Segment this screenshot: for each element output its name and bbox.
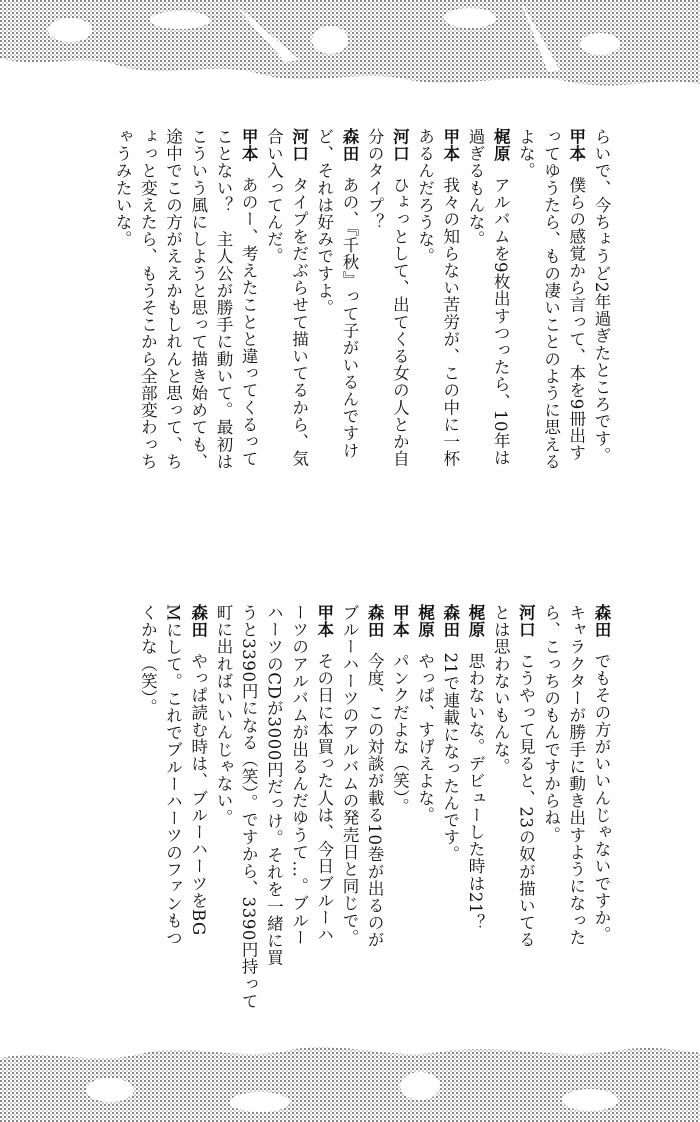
speaker-name: 梶原 [415,604,435,639]
dialogue-text: 21で連載になったんです。 [440,652,460,863]
dialogue-line [463,128,488,558]
dialogue-text: 僕らの感覚から言って、本を9冊出す [566,176,586,462]
dialogue-line [160,128,185,558]
dialogue-text: ひょっとして、出てくる女の人とか自 [390,176,410,468]
speaker-name: 甲本 [440,128,460,163]
dialogue-text: ってゆうたら、もの凄いことのように思える [541,128,561,470]
speaker-name: 甲本 [566,128,586,163]
speaker-name: 森田 [440,604,460,639]
dialogue-line [211,604,236,1022]
dialogue-line [286,604,311,1022]
dialogue-line [261,604,286,1022]
dialogue-line [488,128,513,558]
dialogue-line [135,604,160,1022]
dialogue-text: くかな（笑）。 [138,604,158,716]
dialogue-line [488,604,513,1022]
speaker-name: 梶原 [491,128,511,163]
splatter-texture-top [0,0,700,92]
speaker-name: 森田 [339,128,359,163]
dialogue-line [312,128,337,558]
dialogue-line [412,128,437,558]
dialogue-text: 過ぎるもんな。 [465,128,485,248]
dialogue-text: ょっと変えたら、もうそこから全部変わっち [138,128,158,470]
dialogue-text: 我々の知らない苦労が、この中に一杯 [440,176,460,468]
dialogue-line [110,128,135,558]
dialogue-line [312,604,337,1022]
dialogue-line [387,604,412,1022]
dialogue-line [438,128,463,558]
dialogue-line [362,604,387,1022]
speaker-name: 甲本 [390,604,410,639]
dialogue-line [589,604,614,1022]
dialogue-text: キャラクターが勝手に動き出すようになった [566,604,586,946]
dialogue-text: ど、それは好みですよ。 [314,128,334,317]
dialogue-text: アルバムを9枚出すつったら、10年は [491,176,511,467]
dialogue-text: パンクだよな（笑）。 [390,652,410,816]
dialogue-line [160,604,185,1022]
dialogue-line [412,604,437,1022]
dialogue-line [261,128,286,558]
dialogue-text: とは思わないもんな。 [491,604,511,775]
dialogue-text: 分のタイプ？ [365,128,385,231]
dialogue-line [186,604,211,1022]
dialogue-text: でもその方がいいんじゃないですか。 [592,652,611,944]
dialogue-line [236,604,261,1022]
dialogue-text: あのー、考えたことと違ってくるって [239,176,259,468]
interview-text-lower [54,604,614,1022]
dialogue-text: ハーツのCDが3000円だっけ。それを一緒に買 [264,604,284,967]
speaker-name: 森田 [188,604,208,639]
dialogue-line [337,604,362,1022]
dialogue-text: ことない？ 主人公が勝手に動いて。最初は [213,128,233,470]
dialogue-line [236,128,261,558]
speaker-name: 河口 [289,128,309,163]
dialogue-text: その日に本買った人は、今日ブルーハ [314,652,334,944]
dialogue-text: うと3390円になる（笑）。ですから、3390円持って [239,604,259,1010]
dialogue-line [564,604,589,1022]
dialogue-text: 町に出ればいいんじゃない。 [213,604,233,827]
dialogue-line [135,128,160,558]
dialogue-line [337,128,362,558]
dialogue-line [186,128,211,558]
dialogue-text: 合い入ってんだ。 [264,128,284,265]
dialogue-line [564,128,589,558]
speaker-name: 森田 [365,604,385,639]
dialogue-text: らいで、今ちょうど2年過ぎたところです。 [592,128,611,464]
speaker-name: 河口 [390,128,410,163]
dialogue-line [463,604,488,1022]
dialogue-text: あるんだろうな。 [415,128,435,265]
dialogue-text: やっぱ読む時は、ブルーハーツをBG [188,652,208,936]
interview-text-upper [54,128,614,558]
dialogue-text: ら、こっちのもんですからね。 [541,604,561,844]
dialogue-line [387,128,412,558]
speaker-name: 甲本 [239,128,259,163]
dialogue-text: こういう風にしようと思って描き始めても、 [188,128,208,470]
dialogue-line [286,128,311,558]
dialogue-text: 今度、この対談が載る10巻が出るのが [365,652,385,949]
dialogue-line [211,128,236,558]
dialogue-text: 思わないな。デビューした時は21？ [465,652,485,932]
dialogue-line [538,128,563,558]
splatter-texture-bottom [0,1040,700,1122]
dialogue-text: タイプをだぶらせて描いてるから、気 [289,176,309,468]
dialogue-text: ーツのアルバムが出るんだゆうて…。ブルー [289,604,309,946]
dialogue-text: やっぱ、すげえよな。 [415,652,435,824]
speaker-name: 河口 [516,604,536,639]
dialogue-text: ゃうみたいな。 [113,128,133,248]
dialogue-text: あの、『千秋』って子がいるんですけ [339,176,359,459]
dialogue-line [362,128,387,558]
dialogue-text: ブルーハーツのアルバムの発売日と同じで。 [339,604,359,946]
dialogue-line [513,128,538,558]
dialogue-text: こうやって見ると、23の奴が描いてる [516,652,536,949]
dialogue-text: Mにして。これでブルーハーツのファンもつ [163,604,183,947]
dialogue-line [438,604,463,1022]
dialogue-text: 途中でこの方がええかもしれんと思って、ち [163,128,183,470]
speaker-name: 甲本 [314,604,334,639]
dialogue-line [513,604,538,1022]
speaker-name: 梶原 [465,604,485,639]
speaker-name: 森田 [592,604,611,639]
dialogue-text: よな。 [516,128,536,180]
dialogue-line [589,128,614,558]
dialogue-line [538,604,563,1022]
